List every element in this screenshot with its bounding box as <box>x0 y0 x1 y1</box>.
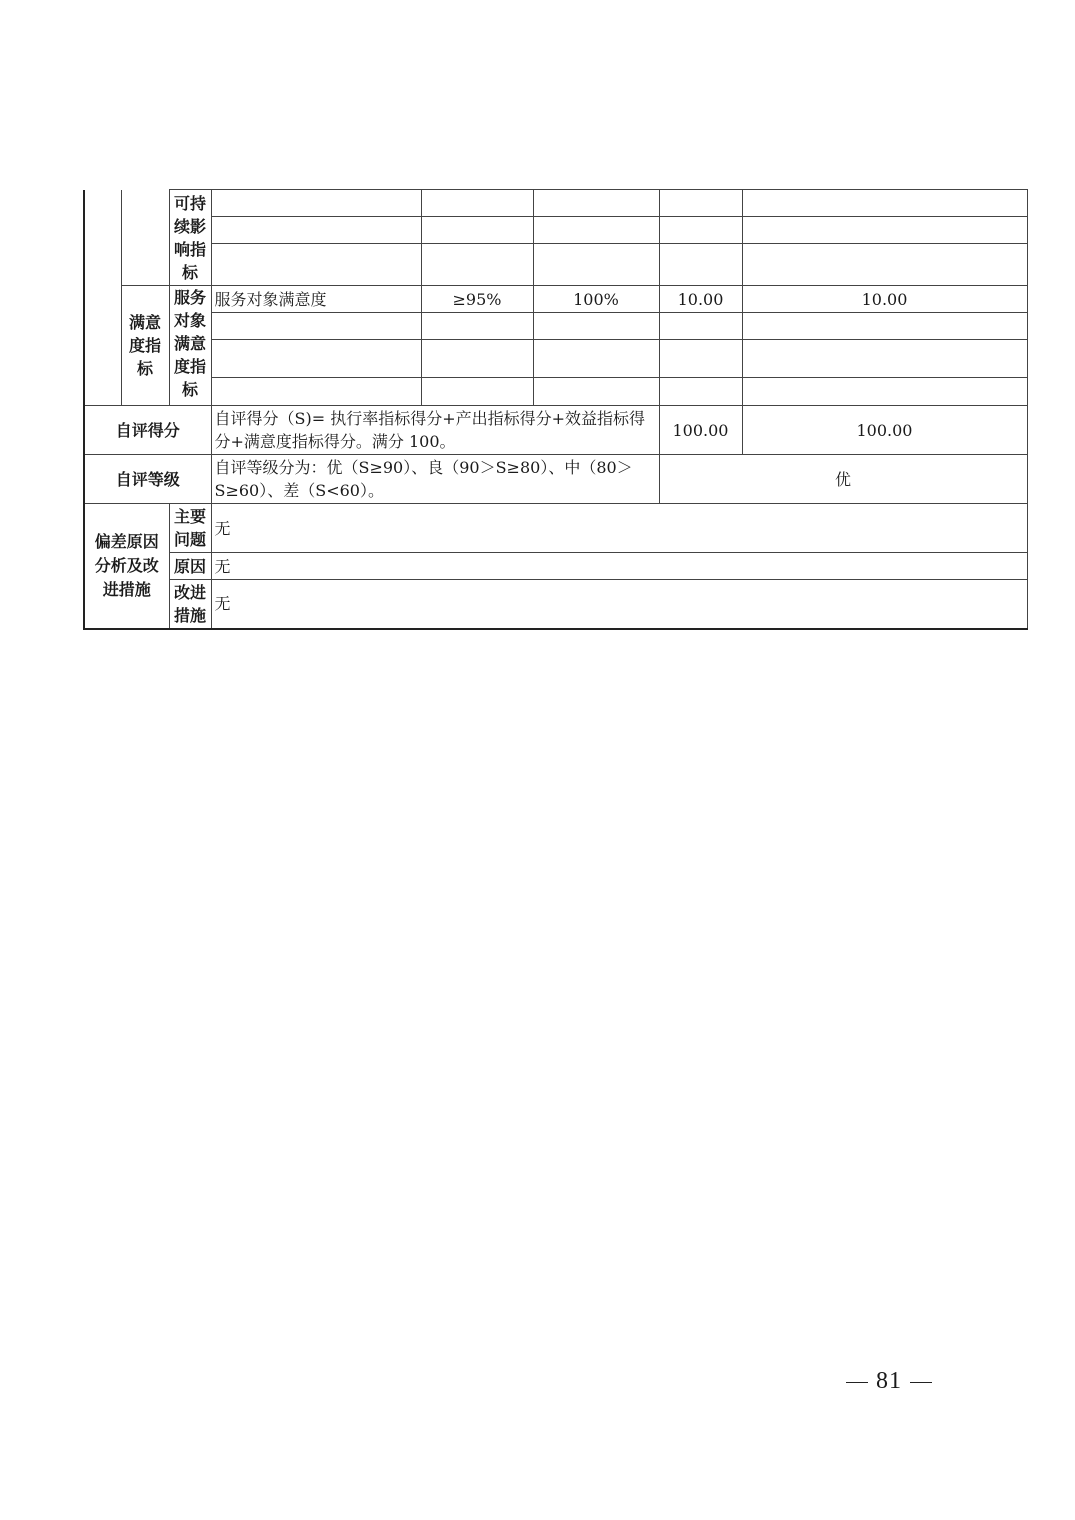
satisfaction-group-label: 满意度指标 <box>121 286 169 406</box>
improvement-value: 无 <box>211 580 1027 629</box>
table-cell <box>421 244 533 286</box>
actual-value: 100% <box>533 286 659 313</box>
table-row <box>84 313 1027 340</box>
table-cell <box>659 313 742 340</box>
table-cell <box>533 340 659 378</box>
table-row <box>84 217 1027 244</box>
table-cell <box>533 217 659 244</box>
table-row <box>84 244 1027 286</box>
table-cell <box>659 244 742 286</box>
self-score-value: 100.00 <box>742 406 1027 455</box>
table-cell <box>533 190 659 217</box>
table-cell <box>211 340 421 378</box>
table-cell <box>533 378 659 406</box>
table-cell <box>533 313 659 340</box>
page-number-text: 81 <box>876 1368 902 1394</box>
table-cell <box>742 340 1027 378</box>
self-score-weight: 100.00 <box>659 406 742 455</box>
table-cell <box>659 340 742 378</box>
table-row <box>84 553 1027 580</box>
table-row <box>84 378 1027 406</box>
table-cell <box>659 378 742 406</box>
deviation-analysis-label: 偏差原因分析及改进措施 <box>84 504 169 629</box>
outer-category-cell <box>84 190 121 406</box>
table-cell <box>421 217 533 244</box>
table-row <box>84 190 1027 217</box>
table-row <box>84 406 1027 455</box>
table-cell <box>211 217 421 244</box>
grade-label: 自评等级 <box>84 455 211 504</box>
table-cell <box>211 244 421 286</box>
left-dash-decoration <box>846 1382 868 1383</box>
table-row <box>84 455 1027 504</box>
table-cell <box>421 378 533 406</box>
table-cell <box>742 190 1027 217</box>
target-value: ≥95% <box>421 286 533 313</box>
weight-value: 10.00 <box>659 286 742 313</box>
reason-value: 无 <box>211 553 1027 580</box>
table-cell <box>533 244 659 286</box>
sustain-indicator-label: 可持续影响指标 <box>169 190 211 286</box>
table-row <box>84 286 1027 313</box>
grade-value: 优 <box>659 455 1027 504</box>
table-cell <box>421 340 533 378</box>
table-cell <box>742 378 1027 406</box>
service-satisfaction-label: 服务对象满意度指标 <box>169 286 211 406</box>
performance-evaluation-table <box>83 189 1028 630</box>
table-cell <box>742 217 1027 244</box>
self-score-description: 自评得分（S)= 执行率指标得分+产出指标得分+效益指标得分+满意度指标得分。满分 100。 <box>211 406 659 455</box>
table-row <box>84 340 1027 378</box>
table-cell <box>659 190 742 217</box>
self-score-label: 自评得分 <box>84 406 211 455</box>
right-dash-decoration <box>910 1382 932 1383</box>
table-row <box>84 580 1027 629</box>
benefit-group-cell <box>121 190 169 286</box>
table-cell <box>211 378 421 406</box>
main-problem-label: 主要问题 <box>169 504 211 553</box>
table-cell <box>659 217 742 244</box>
table-cell <box>211 313 421 340</box>
table-cell <box>742 313 1027 340</box>
reason-label: 原因 <box>169 553 211 580</box>
table-cell <box>421 190 533 217</box>
table-cell <box>211 190 421 217</box>
table-cell <box>421 313 533 340</box>
score-value: 10.00 <box>742 286 1027 313</box>
page-number <box>838 1368 940 1395</box>
table-row <box>84 504 1027 553</box>
main-problem-value: 无 <box>211 504 1027 553</box>
improvement-label: 改进措施 <box>169 580 211 629</box>
grade-description: 自评等级分为：优（S≥90）、良（90＞S≥80）、中（80＞S≥60）、差（S<60）。 <box>211 455 659 504</box>
table-cell <box>742 244 1027 286</box>
indicator-name: 服务对象满意度 <box>211 286 421 313</box>
